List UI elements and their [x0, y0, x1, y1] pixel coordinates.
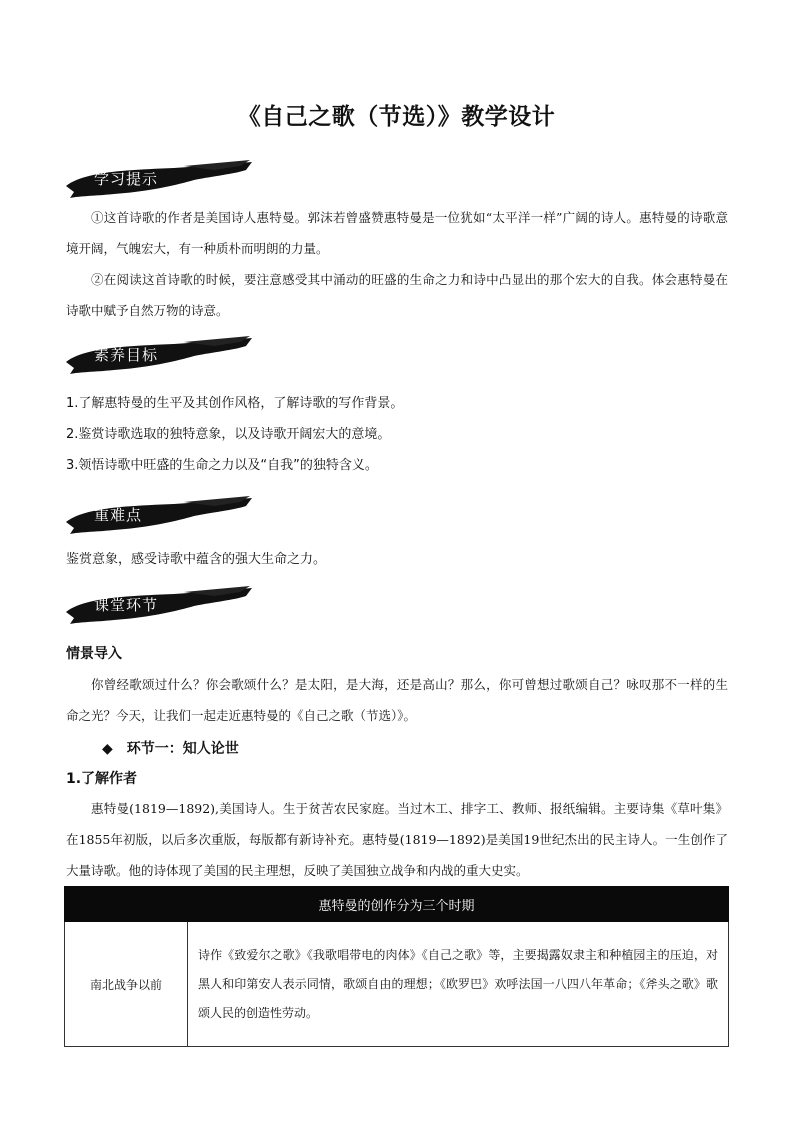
goal-item-3: 3.领悟诗歌中旺盛的生命之力以及“自我”的独特含义。: [66, 458, 378, 473]
page-title: 《自己之歌（节选）》教学设计: [237, 103, 556, 130]
section-heading-label: 课堂环节: [94, 596, 159, 614]
brush-stroke-icon: [64, 336, 254, 376]
section-heading-label: 素养目标: [94, 346, 159, 364]
tips-paragraph-2: ②在阅读这首诗歌的时候，要注意感受其中涌动的旺盛的生命之力和诗中凸显出的那个宏大的自我。体会惠特曼在诗歌中赋予自然万物的诗意。: [66, 272, 728, 318]
section-heading-label: 重难点: [94, 506, 143, 524]
section-heading-label: 学习提示: [94, 170, 159, 188]
section-heading-tips: [64, 160, 254, 200]
key-text: 鉴赏意象，感受诗歌中蕴含的强大生命之力。: [66, 552, 327, 567]
intro-paragraph: 你曾经歌颂过什么？你会歌颂什么？是太阳，是大海，还是高山？那么，你可曾想过歌颂自己？咏叹那不一样的生命之光？今天，让我们一起走近惠特曼的《自己之歌（节选）》。: [66, 677, 728, 723]
step-heading: ◆ 环节一：知人论世: [102, 741, 239, 757]
section-heading-class: [64, 586, 254, 626]
section-heading-key: [64, 496, 254, 536]
table-cell-description: 诗作《致爱尔之歌》《我歌唱带电的肉体》《自己之歌》等，主要揭露奴隶主和种植园主的压迫，对黑人和印第安人表示同情，歌颂自由的理想；《欧罗巴》欢呼法国一八四八年革命；《斧头之歌》歌颂人民的创造性劳动。: [188, 922, 729, 1047]
goal-item-1: 1.了解惠特曼的生平及其创作风格，了解诗歌的写作背景。: [66, 396, 404, 411]
brush-stroke-icon: [64, 160, 254, 200]
table-cell-period: 南北战争以前: [65, 922, 188, 1047]
table-header: 惠特曼的创作分为三个时期: [65, 887, 729, 922]
brush-stroke-icon: [64, 496, 254, 536]
section-heading-goals: [64, 336, 254, 376]
table-row: [65, 922, 729, 1047]
goal-item-2: 2.鉴赏诗歌选取的独特意象，以及诗歌开阔宏大的意境。: [66, 427, 391, 442]
brush-stroke-icon: [64, 586, 254, 626]
intro-heading: 情景导入: [66, 646, 122, 662]
creation-periods-table: [64, 886, 729, 1047]
sub-heading-author: 1.了解作者: [66, 771, 138, 787]
tips-paragraph-1: ①这首诗歌的作者是美国诗人惠特曼。郭沫若曾盛赞惠特曼是一位犹如“太平洋一样”广阔的诗人。惠特曼的诗歌意境开阔，气魄宏大，有一种质朴而明朗的力量。: [66, 210, 728, 256]
author-paragraph: 惠特曼(1819—1892),美国诗人。生于贫苦农民家庭。当过木工、排字工、教师、报纸编辑。主要诗集《草叶集》在1855年初版，以后多次重版，每版都有新诗补充。惠特曼(1819—1892)是美国19世纪杰出的民主诗人。一生创作了大量诗歌。他的诗体现了美国的民主理想，反映了美国独立战争和内战的重大史实。: [66, 801, 728, 878]
